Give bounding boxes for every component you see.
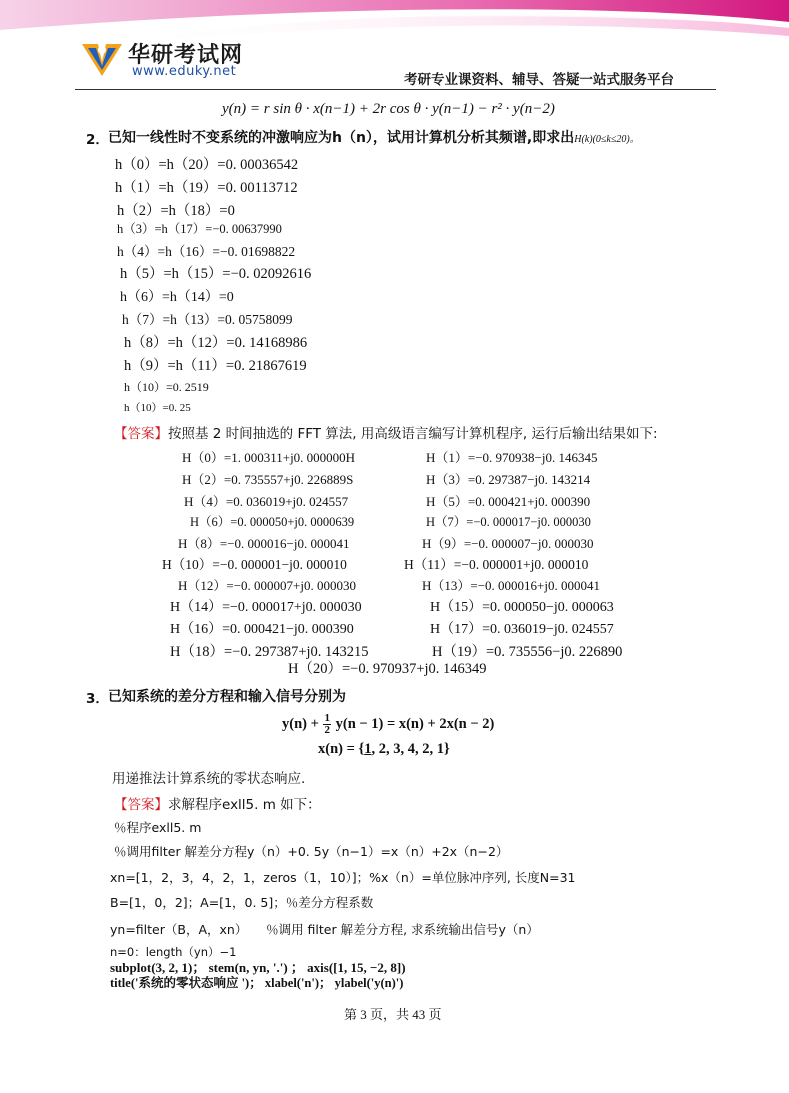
code-line: xn=[1，2，3，4，2，1，zeros（1，10）]；%x（n）=单位脉冲序列, 长度N=31	[110, 870, 576, 885]
eq1-fraction-num: 1	[324, 712, 330, 724]
q2-text	[108, 127, 640, 147]
eq1-fraction	[323, 713, 331, 736]
eq2-left: x(n) = {	[318, 741, 365, 757]
impulse-response-line: h（1）=h（19）=0. 00113712	[115, 180, 298, 196]
fft-result-cell: H（11）=−0. 000001+j0. 000010	[404, 557, 589, 572]
code-line: ％调用filter 解差分方程y（n）+0. 5y（n−1）=x（n）+2x（n−2）	[114, 844, 509, 859]
input-signal-equation	[318, 741, 450, 758]
fft-result-cell: H（19）=0. 735556−j0. 226890	[432, 644, 623, 660]
fft-result-cell: H（10）=−0. 000001−j0. 000010	[162, 557, 347, 572]
code-line: yn=filter（B，A，xn） ％调用 filter 解差分方程, 求系统输出信号y（n）	[110, 922, 539, 937]
q2-text-main: 已知一线性时不变系统的冲激响应为h（n），试用计算机分析其频谱,即求出	[108, 130, 575, 146]
fft-result-cell: H（5）=0. 000421+j0. 000390	[426, 494, 591, 509]
impulse-response-line: h（5）=h（15）=−0. 02092616	[120, 266, 312, 282]
q2-answer	[114, 422, 658, 442]
impulse-response-line: h（10）=0. 25	[124, 402, 191, 414]
eq2-first: 1	[364, 741, 372, 757]
fft-result-cell: H（0）=1. 000311+j0. 000000H	[182, 450, 356, 465]
header-divider	[75, 89, 716, 90]
eq1-fraction-den: 2	[324, 724, 330, 736]
q3-answer-tag: 【答案】	[114, 797, 168, 813]
impulse-response-line: h（0）=h（20）=0. 00036542	[115, 157, 299, 173]
impulse-response-line: h（10）=0. 2519	[124, 380, 209, 394]
impulse-response-line: h（4）=h（16）=−0. 01698822	[117, 244, 296, 259]
q3-number: 3．	[86, 691, 109, 707]
code-line: title('系统的零状态响应 ')； xlabel('n')； ylabel('y(n)')	[110, 976, 404, 990]
difference-equation	[282, 713, 494, 736]
brand-url: www.eduky.net	[132, 64, 237, 79]
code-line: ％程序exll5. m	[114, 820, 202, 835]
impulse-response-line: h（8）=h（12）=0. 14168986	[124, 335, 308, 351]
fft-result-cell: H（7）=−0. 000017−j0. 000030	[426, 515, 591, 529]
fft-result-cell: H（15）=0. 000050−j0. 000063	[430, 600, 614, 615]
eq1-left: y(n) +	[282, 715, 319, 732]
fft-result-cell: H（8）=−0. 000016−j0. 000041	[178, 536, 350, 551]
header-slogan: 考研专业课资料、辅导、答疑一站式服务平台	[404, 72, 674, 88]
q3-text: 已知系统的差分方程和输入信号分别为	[108, 689, 346, 705]
eduky-logo-icon	[80, 40, 124, 78]
eq1-right: y(n − 1) = x(n) + 2x(n − 2)	[335, 715, 495, 732]
q3-answer-text: 求解程序exll5. m 如下：	[168, 797, 321, 813]
q2-number: 2．	[86, 132, 109, 148]
fft-result-cell: H（2）=0. 735557+j0. 226889S	[182, 472, 354, 487]
fft-result-cell: H（12）=−0. 000007+j0. 000030	[178, 578, 356, 593]
q3-answer	[114, 793, 321, 813]
eq2-rest: , 2, 3, 4, 2, 1}	[371, 741, 450, 757]
brand-name: 华研考试网	[128, 43, 244, 68]
code-line: B=[1，0，2]；A=[1，0. 5]；％差分方程系数	[110, 895, 374, 910]
fft-result-cell: H（3）=0. 297387−j0. 143214	[426, 472, 591, 487]
fft-result-cell: H（16）=0. 000421−j0. 000390	[170, 622, 354, 637]
impulse-response-line: h（9）=h（11）=0. 21867619	[124, 358, 307, 374]
code-line: n=0：length（yn）−1	[110, 945, 237, 959]
code-line: subplot(3, 2, 1)； stem(n, yn, '.') ； axis([1, 15, −2, 8])	[110, 960, 406, 975]
impulse-response-line: h（7）=h（13）=0. 05758099	[122, 312, 293, 327]
fft-result-cell: H（4）=0. 036019+j0. 024557	[184, 494, 349, 509]
top-formula: y(n) = r sin θ · x(n−1) + 2r cos θ · y(n−1) − r² · y(n−2)	[222, 101, 555, 117]
fft-result-cell: H（14）=−0. 000017+j0. 000030	[170, 600, 362, 615]
page-footer: 第 3 页，共 43 页	[344, 1007, 442, 1022]
fft-result-cell: H（1）=−0. 970938−j0. 146345	[426, 450, 598, 465]
impulse-response-line: h（6）=h（14）=0	[120, 290, 234, 305]
fft-result-cell: H（18）=−0. 297387+j0. 143215	[170, 644, 369, 660]
q2-text-tail: H(k)(0≤k≤20)。	[574, 134, 640, 145]
fft-result-cell: H（6）=0. 000050+j0. 0000639	[190, 515, 355, 529]
q2-answer-tag: 【答案】	[114, 426, 168, 442]
fft-result-cell: H（9）=−0. 000007−j0. 000030	[422, 536, 594, 551]
fft-result-cell: H（17）=0. 036019−j0. 024557	[430, 622, 614, 637]
impulse-response-line: h（2）=h（18）=0	[117, 203, 235, 219]
q3-task: 用递推法计算系统的零状态响应.	[112, 771, 306, 787]
fft-result-cell: H（13）=−0. 000016+j0. 000041	[422, 578, 600, 593]
header-band	[0, 0, 789, 90]
q2-answer-text: 按照基 2 时间抽选的 FFT 算法, 用高级语言编写计算机程序, 运行后输出结果如下:	[168, 426, 658, 442]
fft-result-last: H（20）=−0. 970937+j0. 146349	[288, 661, 487, 677]
impulse-response-line: h（3）=h（17）=−0. 00637990	[117, 222, 282, 236]
